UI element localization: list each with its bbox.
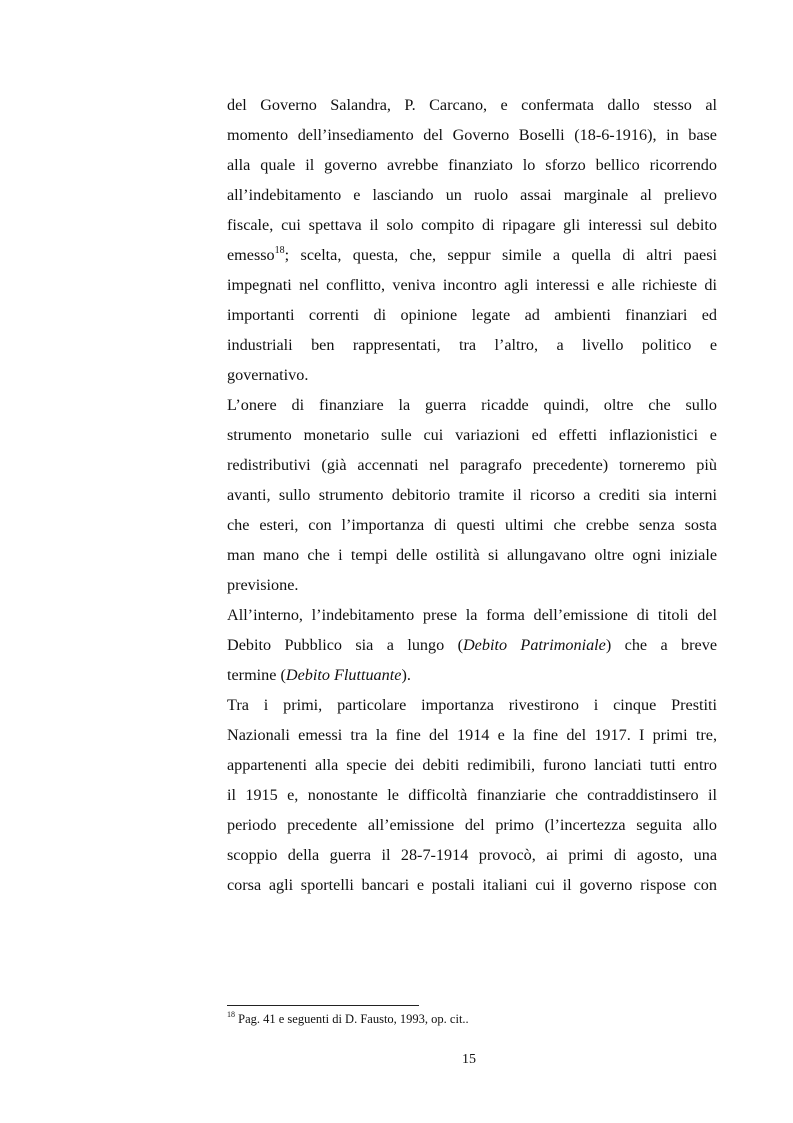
footnote-text: Pag. 41 e seguenti di D. Fausto, 1993, op. cit.. xyxy=(235,1012,469,1026)
text-segment: ) che a breve xyxy=(605,636,717,654)
text-segment: termine ( xyxy=(227,666,286,684)
text-line: scoppio della guerra il 28-7-1914 provocò, ai primi di agosto, una xyxy=(227,846,717,864)
text-line: L’onere di finanziare la guerra ricadde quindi, oltre che sullo xyxy=(227,396,717,414)
text-line: alla quale il governo avrebbe finanziato lo sforzo bellico ricorrendo xyxy=(227,156,717,174)
footnote-reference: 18 xyxy=(274,244,285,256)
footnote-18 xyxy=(227,1011,469,1027)
text-line: Tra i primi, particolare importanza rivestirono i cinque Prestiti xyxy=(227,696,717,714)
text-line: all’indebitamento e lasciando un ruolo assai marginale al prelievo xyxy=(227,186,717,204)
text-segment: emesso xyxy=(227,246,275,264)
text-line xyxy=(227,240,717,270)
footnote-separator xyxy=(227,1005,419,1006)
text-line: corsa agli sportelli bancari e postali italiani cui il governo rispose con xyxy=(227,876,717,894)
text-segment: Debito Pubblico sia a lungo ( xyxy=(227,636,463,654)
text-line: che esteri, con l’importanza di questi ultimi che crebbe senza sosta xyxy=(227,516,717,534)
text-line: Nazionali emessi tra la fine del 1914 e la fine del 1917. I primi tre, xyxy=(227,726,717,744)
text-line xyxy=(227,660,717,690)
main-text-body xyxy=(227,90,717,900)
text-line: avanti, sullo strumento debitorio tramite il ricorso a crediti sia interni xyxy=(227,486,717,504)
text-line xyxy=(227,630,717,660)
text-line: il 1915 e, nonostante le difficoltà finanziarie che contraddistinsero il xyxy=(227,786,717,804)
text-line: industriali ben rappresentati, tra l’altro, a livello politico e xyxy=(227,336,717,354)
text-line: fiscale, cui spettava il solo compito di ripagare gli interessi sul debito xyxy=(227,216,717,234)
page-number: 15 xyxy=(462,1052,476,1067)
text-segment: ). xyxy=(401,666,411,684)
text-segment: ; scelta, questa, che, seppur simile a quella di altri paesi xyxy=(284,246,717,264)
text-line: periodo precedente all’emissione del primo (l’incertezza seguita allo xyxy=(227,816,717,834)
text-line: redistributivi (già accennati nel paragrafo precedente) torneremo più xyxy=(227,456,717,474)
text-line: appartenenti alla specie dei debiti redimibili, furono lanciati tutti entro xyxy=(227,756,717,774)
text-line: impegnati nel conflitto, veniva incontro agli interessi e alle richieste di xyxy=(227,276,717,294)
italic-term: Debito Patrimoniale xyxy=(462,636,606,654)
text-line: del Governo Salandra, P. Carcano, e confermata dallo stesso al xyxy=(227,96,717,114)
text-line: momento dell’insediamento del Governo Boselli (18-6-1916), in base xyxy=(227,126,717,144)
text-line: strumento monetario sulle cui variazioni ed effetti inflazionistici e xyxy=(227,426,717,444)
text-line: previsione. xyxy=(227,576,299,594)
footnote-marker: 18 xyxy=(227,1009,235,1019)
text-line: governativo. xyxy=(227,366,309,384)
text-line: All’interno, l’indebitamento prese la forma dell’emissione di titoli del xyxy=(227,606,717,624)
italic-term: Debito Fluttuante xyxy=(285,666,402,684)
text-line: man mano che i tempi delle ostilità si allungavano oltre ogni iniziale xyxy=(227,546,717,564)
text-line: importanti correnti di opinione legate ad ambienti finanziari ed xyxy=(227,306,717,324)
